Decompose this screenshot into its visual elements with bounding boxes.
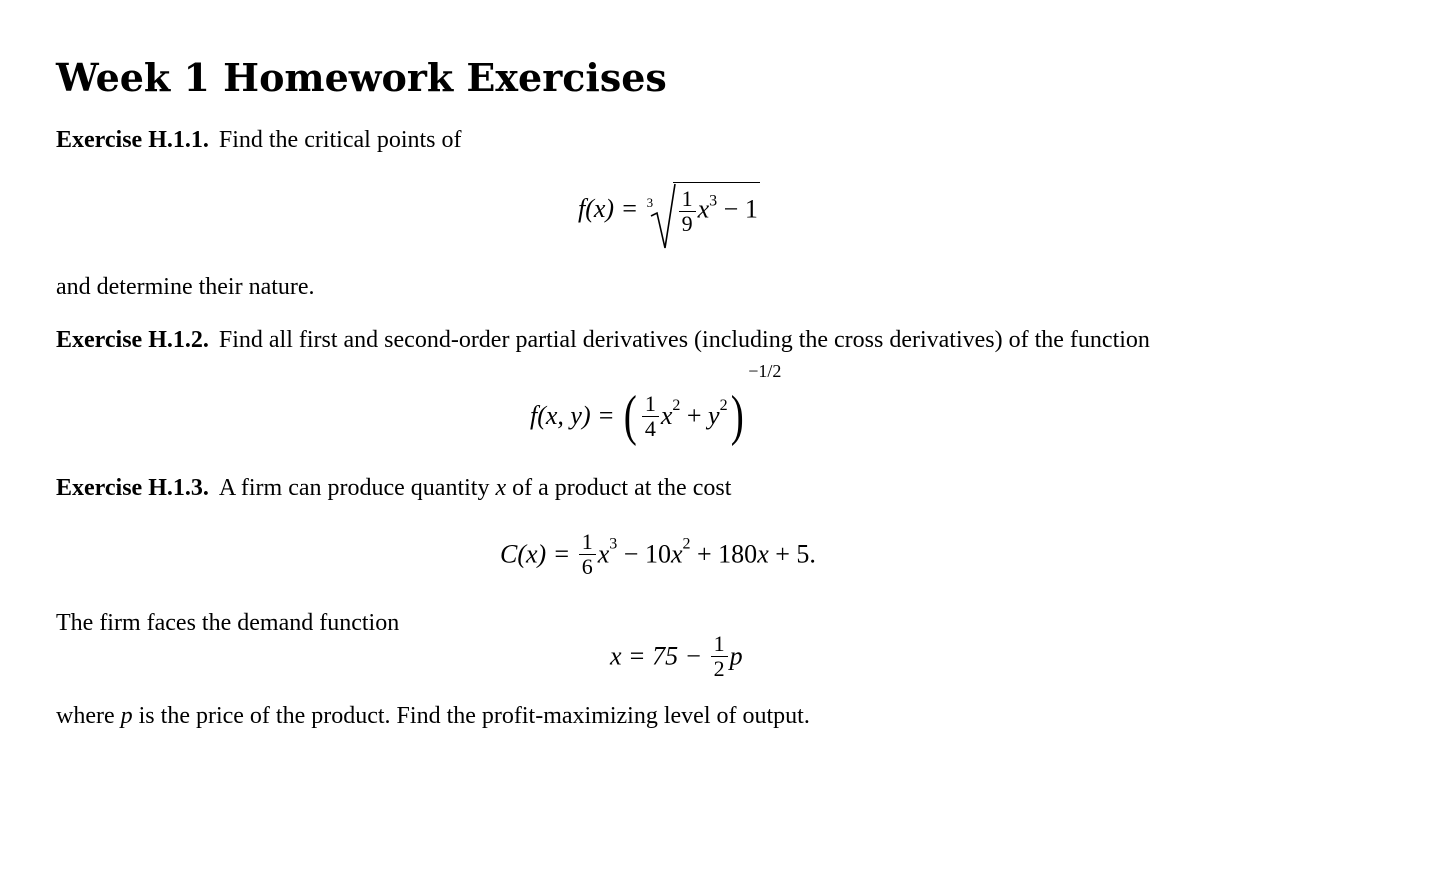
eq2-term2-var: y bbox=[708, 401, 720, 430]
cost-numerator: 1 bbox=[581, 529, 593, 554]
exercise-2-label: Exercise H.1.2. bbox=[56, 327, 209, 353]
exercise-1-equation bbox=[578, 182, 760, 236]
cost-lhs: C(x) = bbox=[500, 539, 571, 569]
radicand bbox=[673, 182, 760, 236]
final-var: p bbox=[120, 703, 133, 729]
root-index: 3 bbox=[646, 195, 654, 210]
exercise-3-statement bbox=[56, 472, 1316, 504]
exercise-2-equation bbox=[530, 361, 782, 447]
eq1-numerator: 1 bbox=[681, 186, 693, 211]
exercise-1-label: Exercise H.1.1. bbox=[56, 127, 209, 153]
exercise-1-text: Find the critical points of bbox=[218, 127, 462, 153]
exercise-3-label: Exercise H.1.3. bbox=[56, 475, 209, 501]
demand-numerator: 1 bbox=[713, 631, 725, 656]
eq2-lhs: f(x, y) = bbox=[530, 401, 615, 430]
demand-lhs: x = 75 − bbox=[610, 641, 703, 671]
eq1-rest: − 1 bbox=[723, 194, 758, 224]
cost-exp: 3 bbox=[609, 535, 618, 553]
right-paren: ) bbox=[730, 385, 744, 447]
eq1-exp: 3 bbox=[709, 192, 718, 210]
final-after: is the price of the product. Find the profit-maximizing level of output. bbox=[138, 703, 810, 729]
eq1-lhs: f(x) = bbox=[578, 194, 639, 223]
eq2-term1-var: x bbox=[660, 401, 673, 430]
exercise-2-text: Find all first and second-order partial derivatives (including the cross derivatives) of the function bbox=[218, 327, 1150, 353]
exercise-3-final bbox=[56, 700, 1316, 732]
demand-fraction bbox=[711, 632, 728, 681]
exercise-3-var: x bbox=[495, 475, 507, 501]
exercise-3-text-after: of a product at the cost bbox=[512, 475, 732, 501]
eq2-outer-exp: −1/2 bbox=[748, 361, 782, 381]
radical-sign-icon bbox=[645, 182, 677, 252]
cost-exp2: 2 bbox=[682, 535, 691, 553]
cost-var: x bbox=[597, 539, 610, 569]
eq2-fraction bbox=[642, 392, 659, 441]
eq2-term1-exp: 2 bbox=[672, 396, 681, 414]
demand-var: p bbox=[729, 641, 743, 671]
eq1-denominator: 9 bbox=[679, 211, 696, 236]
eq1-var: x bbox=[697, 194, 710, 224]
exercise-1-statement bbox=[56, 124, 1316, 156]
page-title: Week 1 Homework Exercises bbox=[56, 55, 667, 100]
eq2-plus: + bbox=[686, 401, 702, 430]
eq1-fraction bbox=[679, 187, 696, 236]
final-before: where bbox=[56, 703, 115, 729]
cube-root bbox=[645, 182, 760, 236]
cost-equation bbox=[500, 530, 816, 579]
cost-denominator: 6 bbox=[579, 554, 596, 579]
cost-var2: x bbox=[670, 539, 683, 569]
demand-denominator: 2 bbox=[711, 656, 728, 681]
demand-equation bbox=[610, 632, 743, 681]
eq2-numerator: 1 bbox=[644, 390, 656, 416]
exercise-2-statement bbox=[56, 324, 1316, 356]
eq2-denominator: 4 bbox=[642, 416, 659, 441]
left-paren: ( bbox=[623, 385, 638, 447]
exercise-1-followup: and determine their nature. bbox=[56, 274, 315, 300]
cost-tail-b: + 5. bbox=[775, 539, 816, 569]
exercise-3-text-before: A firm can produce quantity bbox=[218, 475, 490, 501]
cost-mid: − 10 bbox=[623, 539, 671, 569]
demand-intro: The firm faces the demand function bbox=[56, 610, 400, 636]
cost-var3: x bbox=[757, 539, 769, 569]
cost-tail-a: + 180 bbox=[697, 539, 758, 569]
cost-fraction bbox=[579, 530, 596, 579]
eq2-term2-exp: 2 bbox=[719, 396, 728, 414]
